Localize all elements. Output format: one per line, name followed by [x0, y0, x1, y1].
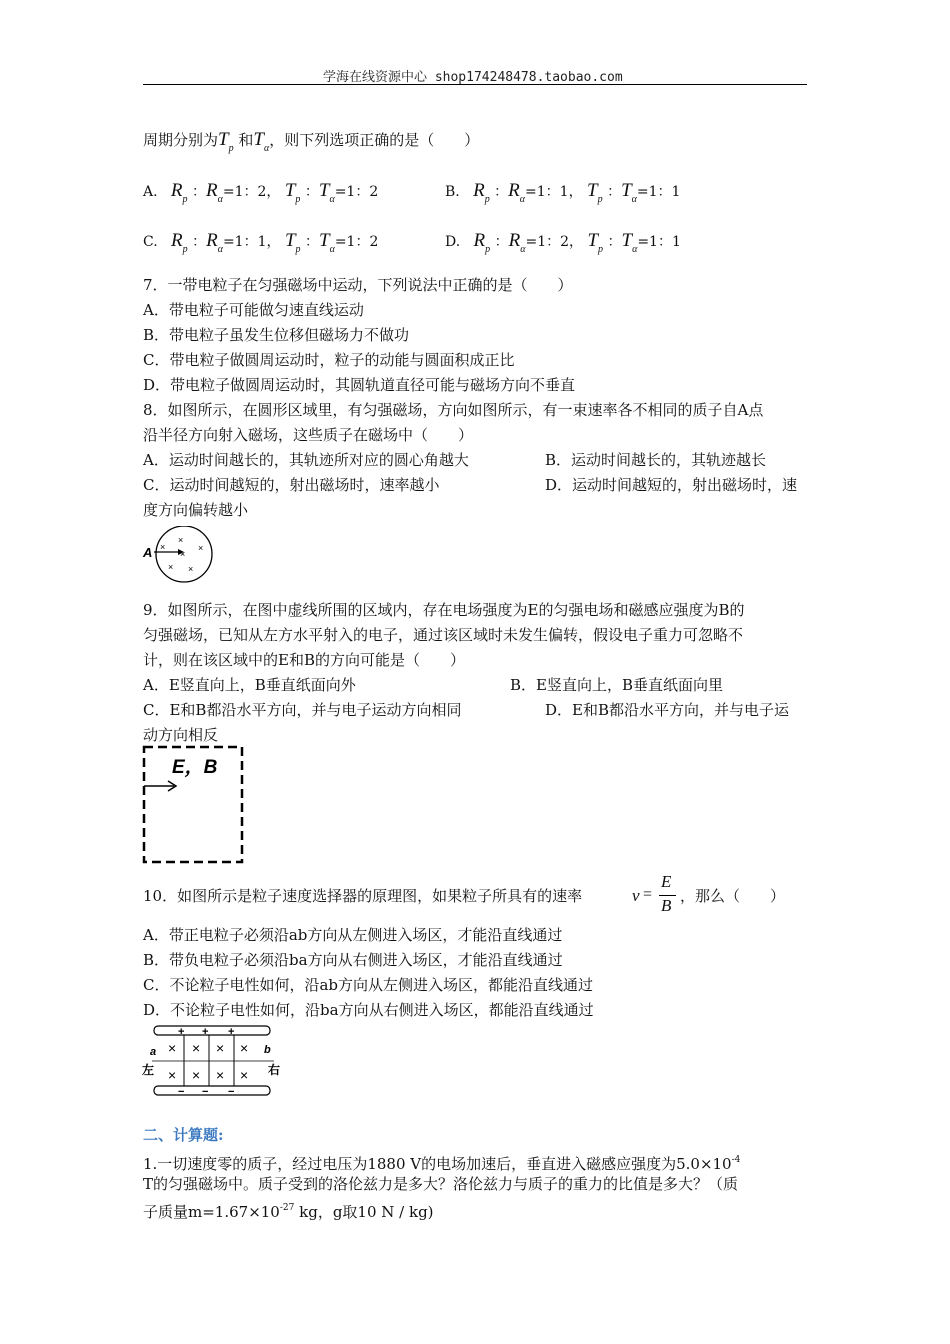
option-letter: A. [143, 184, 158, 200]
cross-mark: × [188, 564, 194, 574]
cross-mark: × [178, 535, 184, 545]
q9-stem-line3: 计，则在该区域中的E和B的方向可能是（ ） [143, 651, 465, 669]
q6-stem-suffix: ，则下列选项正确的是（ ） [269, 131, 480, 149]
q7-option-c: C．带电粒子做圆周运动时，粒子的动能与圆面积成正比 [143, 351, 515, 369]
colon: ： [304, 184, 319, 200]
q6-option-d [445, 230, 681, 255]
q6-option-a [143, 180, 379, 205]
colon: ： [192, 234, 207, 250]
option-letter: B. [445, 184, 460, 200]
colon: ： [494, 184, 509, 200]
colon: ： [607, 184, 622, 200]
calc-problem-1-line2: T的匀强磁场中。质子受到的洛伦兹力是多大？洛伦兹力与质子的重力的比值是多大？（质 [143, 1175, 739, 1193]
q8-option-a: A．运动时间越长的，其轨迹所对应的圆心角越大 [143, 451, 469, 469]
subscript-alpha: α [520, 244, 526, 255]
r-ratio: =1：2， [525, 234, 584, 250]
t-ratio: =1：1 [636, 184, 681, 200]
q9-option-d-line1: D．E和B都沿水平方向，并与电子运 [545, 701, 790, 719]
q10-stem [143, 886, 582, 906]
calc-problem-1-line3 [143, 1198, 434, 1222]
subscript-p: p [228, 143, 234, 154]
point-a-label: A [143, 545, 153, 560]
colon: ： [304, 234, 319, 250]
symbol-T: T [587, 180, 598, 201]
symbol-T: T [284, 180, 296, 201]
q8-option-c: C．运动时间越短的，射出磁场时，速率越小 [143, 476, 440, 494]
q10-velocity-selector-figure [140, 1022, 290, 1100]
symbol-T: T [284, 230, 296, 251]
q8-stem-line1: 8．如图所示，在圆形区域里，有匀强磁场，方向如图所示，有一束速率各不相同的质子自A点 [143, 401, 764, 419]
symbol-T: T [587, 230, 599, 251]
cross-mark: × [198, 543, 204, 553]
option-letter: D. [445, 234, 461, 250]
page-header: 学海在线资源中心 shop174248478.taobao.com [323, 70, 623, 85]
q9-stem-line1: 9．如图所示，在图中虚线所围的区域内，存在电场强度为E的匀强电场和磁感应强度为B的 [143, 601, 745, 619]
header-rule [143, 84, 807, 85]
q7-option-b: B．带电粒子虽发生位移但磁场力不做功 [143, 326, 410, 344]
subscript-alpha: α [631, 194, 637, 205]
subscript-p: p [597, 194, 603, 205]
q10-option-b: B．带负电粒子必须沿ba方向从右侧进入场区，才能沿直线通过 [143, 951, 563, 969]
e-b-label: E，B [172, 757, 218, 778]
subscript-alpha: α [217, 194, 223, 205]
q6-stem [143, 130, 479, 153]
top-plate [154, 1026, 270, 1035]
numerator-e: E [661, 872, 672, 891]
cross-mark: × [192, 1067, 201, 1083]
colon: ： [191, 184, 206, 200]
q8-circle-figure [140, 526, 220, 586]
symbol-T: T [318, 230, 330, 251]
minus-sign: − [228, 1086, 235, 1098]
exponent: -4 [731, 1155, 741, 1165]
cross-mark: × [240, 1067, 249, 1083]
plus-sign: + [228, 1026, 235, 1038]
cross-mark: × [192, 1040, 201, 1056]
exponent: -27 [279, 1203, 295, 1213]
label-b: b [264, 1044, 271, 1056]
q10-stem-suffix: ，那么（ ） [680, 887, 786, 905]
t-ratio: =1：2 [334, 184, 379, 200]
label-right: 右 [268, 1063, 281, 1077]
q8-option-d-line1: D．运动时间越短的，射出磁场时，速 [545, 476, 798, 494]
q6-stem-prefix: 周期分别为 [143, 131, 219, 149]
r-ratio: =1：1， [525, 184, 583, 200]
q9-option-b: B．E竖直向上，B垂直纸面向里 [510, 676, 723, 694]
subscript-alpha: α [329, 194, 335, 205]
subscript-p: p [598, 244, 604, 255]
q7-stem: 7．一带电粒子在匀强磁场中运动，下列说法中正确的是（ ） [143, 276, 573, 294]
velocity-formula [632, 874, 682, 918]
cross-mark: × [160, 542, 166, 552]
cross-mark: × [240, 1040, 249, 1056]
q9-stem-line2: 匀强磁场，已知从左方水平射入的电子，通过该区域时未发生偏转，假设电子重力可忽略不 [143, 626, 744, 644]
q10-stem-prefix: 10．如图所示是粒子速度选择器的原理图，如果粒子所具有的速率 [143, 887, 583, 905]
q7-option-d: D．带电粒子做圆周运动时，其圆轨道直径可能与磁场方向不垂直 [143, 376, 576, 394]
r-ratio: =1：2， [222, 184, 281, 200]
equals: = [643, 886, 653, 903]
subscript-p: p [295, 244, 301, 255]
label-left: 左 [142, 1063, 155, 1077]
t-ratio: =1：2 [334, 234, 379, 250]
q8-stem-line2: 沿半径方向射入磁场，这些质子在磁场中（ ） [143, 426, 474, 444]
subscript-p: p [484, 194, 490, 205]
colon: ： [494, 234, 509, 250]
bottom-plate [154, 1086, 270, 1095]
symbol-R: R [171, 230, 183, 251]
subscript-alpha: α [329, 244, 335, 255]
cross-mark: × [216, 1040, 225, 1056]
plus-sign: + [178, 1026, 185, 1038]
q10-option-c: C．不论粒子电性如何，沿ab方向从左侧进入场区，都能沿直线通过 [143, 976, 594, 994]
label-a: a [150, 1046, 157, 1058]
symbol-R: R [508, 230, 521, 251]
denominator-b: B [661, 896, 672, 915]
q9-option-a: A．E竖直向上，B垂直纸面向外 [143, 676, 356, 694]
q10-option-d: D．不论粒子电性如何，沿ba方向从右侧进入场区，都能沿直线通过 [143, 1001, 594, 1019]
q9-option-d-line2: 动方向相反 [143, 726, 219, 744]
subscript-p: p [182, 244, 188, 255]
q8-option-b: B．运动时间越长的，其轨迹越长 [545, 451, 767, 469]
q10-option-a: A．带正电粒子必须沿ab方向从左侧进入场区，才能沿直线通过 [143, 926, 563, 944]
symbol-T: T [318, 180, 330, 201]
cross-mark: × [180, 549, 186, 559]
r-ratio: =1：1， [222, 234, 281, 250]
subscript-alpha: α [217, 244, 223, 255]
cross-mark: × [216, 1067, 225, 1083]
subscript-alpha: α [263, 143, 270, 154]
q6-option-c [143, 230, 379, 255]
cross-mark: × [168, 562, 174, 572]
calc-line3-tail: kg，g取10 N / kg) [294, 1203, 434, 1221]
symbol-R: R [206, 230, 218, 251]
symbol-R: R [473, 230, 486, 251]
q6-stem-and: 和 [238, 131, 254, 149]
colon: ： [607, 234, 622, 250]
calc-line1-text: 1.一切速度零的质子，经过电压为1880 V的电场加速后，垂直进入磁感应强度为5.0×10 [143, 1155, 732, 1173]
cross-mark: × [168, 1040, 177, 1056]
q7-option-a: A．带电粒子可能做匀速直线运动 [143, 301, 364, 319]
t-ratio: =1：1 [637, 234, 681, 250]
q6-option-b [445, 180, 681, 205]
cross-mark: × [168, 1067, 177, 1083]
subscript-p: p [295, 194, 301, 205]
subscript-p: p [182, 194, 188, 205]
symbol-R: R [205, 180, 218, 201]
plus-sign: + [202, 1026, 209, 1038]
symbol-R: R [170, 180, 183, 201]
minus-sign: − [202, 1086, 209, 1098]
calc-problem-1-line1 [143, 1150, 740, 1174]
symbol-T: T [218, 129, 229, 150]
section-title: 二、计算题: [143, 1126, 224, 1144]
symbol-T: T [621, 180, 632, 201]
symbol-R: R [473, 180, 485, 201]
symbol-T: T [253, 129, 264, 150]
q9-option-c: C．E和B都沿水平方向，并与电子运动方向相同 [143, 701, 462, 719]
subscript-alpha: α [519, 194, 526, 205]
q9-field-region-figure [140, 744, 246, 866]
symbol-R: R [508, 180, 520, 201]
subscript-alpha: α [632, 244, 638, 255]
calc-line3-text: 子质量m=1.67×10 [143, 1203, 280, 1221]
symbol-T: T [621, 230, 633, 251]
q8-option-d-line2: 度方向偏转越小 [143, 501, 249, 519]
subscript-p: p [485, 244, 491, 255]
minus-sign: − [178, 1086, 185, 1098]
option-letter: C. [143, 234, 158, 250]
symbol-v: v [632, 886, 640, 905]
